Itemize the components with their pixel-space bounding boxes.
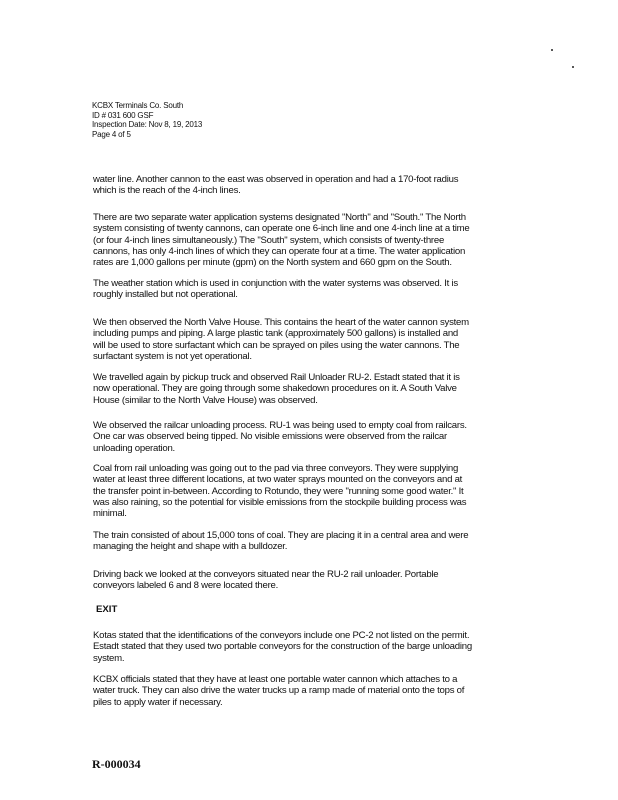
text-line: the transfer point in-between. According to Rotundo, they were "running some good water." It <box>93 485 464 497</box>
text-line: The train consisted of about 15,000 tons of coal. They are placing it in a central area and were <box>93 530 469 541</box>
paragraph <box>93 463 466 519</box>
text-line: The weather station which is used in conjunction with the water systems was observed. It is <box>93 278 458 289</box>
text-line: conveyors labeled 6 and 8 were located there. <box>93 580 279 592</box>
text-line: surfactant system is not yet operational. <box>93 350 252 362</box>
section-heading-exit: EXIT <box>96 604 118 615</box>
text-line: One car was observed being tipped. No visible emissions were observed from the railcar <box>93 431 447 443</box>
text-line: now operational. They are going through some shakedown procedures on it. A South Valve <box>93 383 457 395</box>
text-line: water at least three different locations, at two water sprays mounted on the conveyors and at <box>93 474 463 486</box>
text-line: There are two separate water application systems designated "North" and "South." The North <box>93 212 466 223</box>
text-line: We observed the railcar unloading process. RU-1 was being used to empty coal from railcars. <box>93 420 467 431</box>
text-line: piles to apply water if necessary. <box>93 696 223 708</box>
header-id: ID # 031 600 GSF <box>92 110 154 120</box>
scan-speck <box>572 66 574 68</box>
paragraph <box>93 530 468 553</box>
text-line: cannons, has only 4-inch lines of which they can operate four at a time. The water application <box>93 245 466 257</box>
text-line: water truck. They can also drive the water trucks up a ramp made of material onto the tops of <box>93 685 465 697</box>
text-line: rates are 1,000 gallons per minute (gpm) on the North system and 660 gpm on the South. <box>93 257 452 269</box>
paragraph <box>93 372 460 406</box>
text-line: Coal from rail unloading was going out to the pad via three conveyors. They were supplying <box>93 463 459 474</box>
text-line: will be used to store surfactant which can be sprayed on piles using the water cannons. The <box>93 339 460 351</box>
text-line: (or four 4-inch lines simultaneously.) The "South" system, which consists of twenty-three <box>93 234 445 246</box>
text-line: unloading operation. <box>93 442 175 454</box>
text-line: We then observed the North Valve House. This contains the heart of the water cannon system <box>93 317 469 328</box>
bates-number: R-000034 <box>92 757 141 771</box>
text-line: managing the height and shape with a bulldozer. <box>93 541 288 553</box>
text-line: was also raining, so the potential for visible emissions from the stockpile building process was <box>93 496 467 508</box>
text-line: which is the reach of the 4-inch lines. <box>93 185 241 197</box>
paragraph <box>93 420 467 454</box>
text-line: minimal. <box>93 508 127 520</box>
text-line: water line. Another cannon to the east was observed in operation and had a 170-foot radius <box>93 174 459 185</box>
text-line: Driving back we looked at the conveyors situated near the RU-2 rail unloader. Portable <box>93 569 439 580</box>
text-line: roughly installed but not operational. <box>93 289 238 301</box>
paragraph <box>93 278 458 301</box>
paragraph <box>93 569 438 592</box>
text-line: We travelled again by pickup truck and observed Rail Unloader RU-2. Estadt stated that it is <box>93 372 460 383</box>
paragraph <box>93 174 458 197</box>
text-line: House (similar to the North Valve House) was observed. <box>93 394 318 406</box>
text-line: system. <box>93 652 125 664</box>
header-inspection-date: Inspection Date: Nov 8, 19, 2013 <box>92 120 203 130</box>
text-line: Estadt stated that they used two portable conveyors for the construction of the barge unloading <box>93 641 472 653</box>
paragraph <box>93 630 472 664</box>
paragraph <box>93 317 469 362</box>
paragraph <box>93 212 469 268</box>
document-header <box>92 101 202 139</box>
text-line: KCBX officials stated that they have at least one portable water cannon which attaches to a <box>93 674 458 685</box>
text-line: system consisting of twenty cannons, can operate one 6-inch line and one 4-inch line at a time <box>93 223 470 235</box>
paragraph <box>93 674 464 708</box>
header-company: KCBX Terminals Co. South <box>92 101 184 110</box>
text-line: including pumps and piping. A large plastic tank (approximately 500 gallons) is installed and <box>93 328 458 340</box>
scan-speck <box>551 49 553 51</box>
text-line: Kotas stated that the identifications of the conveyors include one PC-2 not listed on the permit. <box>93 630 470 641</box>
header-page-number: Page 4 of 5 <box>92 129 131 139</box>
